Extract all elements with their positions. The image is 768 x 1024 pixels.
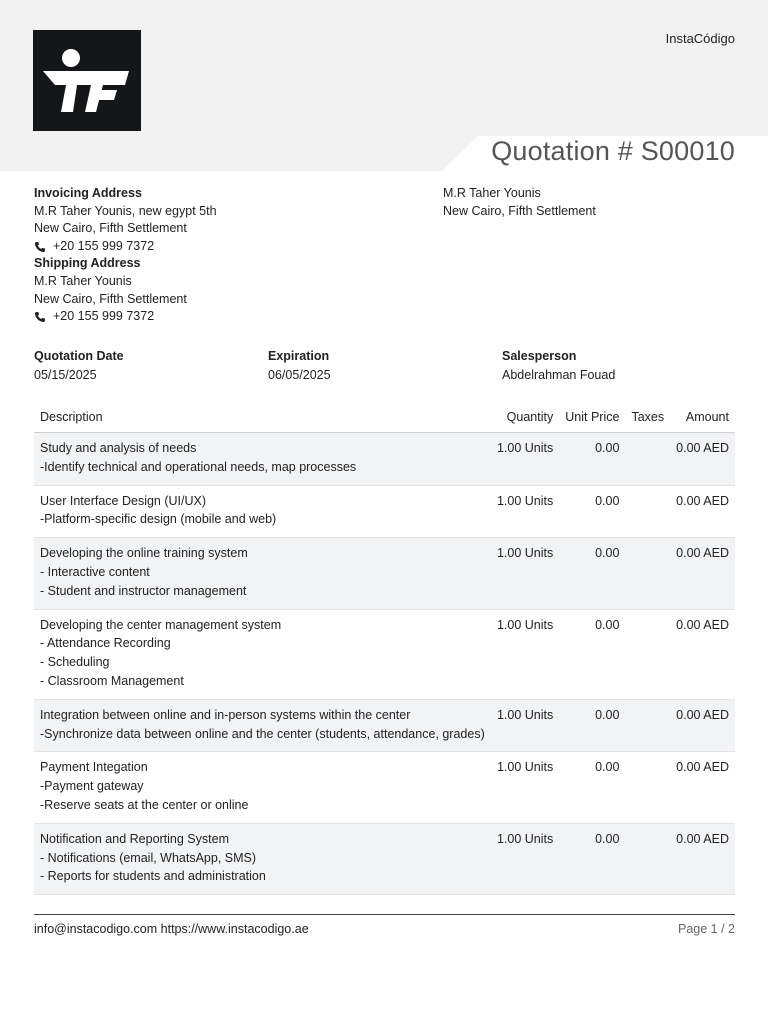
description-line: Developing the center management system [40,617,282,632]
invoicing-address-line2: New Cairo, Fifth Settlement [34,221,187,236]
row-unit-price: 0.00 [559,699,625,752]
description-line: - Notifications (email, WhatsApp, SMS) [40,850,257,865]
description-line: - Scheduling [40,655,110,670]
header-unit-price: Unit Price [559,404,625,433]
header-quantity: Quantity [491,404,559,433]
expiration-value: 06/05/2025 [268,368,331,382]
row-unit-price: 0.00 [559,538,625,609]
table-row [34,823,735,894]
description-line: -Platform-specific design (mobile and web) [40,512,277,527]
row-amount: 0.00 AED [670,538,735,609]
description-line: - Interactive content [40,564,150,579]
table-row [34,485,735,538]
quotation-date-value: 05/15/2025 [34,368,97,382]
description-line: Integration between online and in-person systems within the center [40,707,411,722]
row-quantity: 1.00 Units [491,609,559,699]
order-lines-table [34,404,735,895]
row-unit-price: 0.00 [559,752,625,823]
row-quantity: 1.00 Units [491,433,559,486]
salesperson-label: Salesperson [502,349,577,363]
addresses [34,185,414,326]
logo-icon [33,30,141,131]
description-line: -Reserve seats at the center or online [40,797,249,812]
header-taxes: Taxes [625,404,670,433]
row-taxes [625,609,670,699]
company-name: InstaCódigo [665,31,735,46]
row-amount: 0.00 AED [670,609,735,699]
partner-city: New Cairo, Fifth Settlement [443,203,596,218]
invoicing-phone: +20 155 999 7372 [53,238,155,253]
table-row [34,609,735,699]
row-amount: 0.00 AED [670,433,735,486]
row-quantity: 1.00 Units [491,752,559,823]
row-amount: 0.00 AED [670,752,735,823]
description-line: Payment Integation [40,760,148,775]
partner-address [443,185,596,220]
salesperson-block [502,347,615,385]
row-description [34,538,491,609]
row-taxes [625,485,670,538]
partner-name: M.R Taher Younis [443,186,541,200]
table-row [34,752,735,823]
invoicing-address-line1: M.R Taher Younis, new egypt 5th [34,203,217,218]
quotation-title: Quotation # S00010 [491,136,735,166]
invoicing-address-label: Invoicing Address [34,186,142,200]
row-description [34,699,491,752]
row-unit-price: 0.00 [559,609,625,699]
footer-contact: info@instacodigo.com https://www.instacodigo.ae [34,922,309,936]
description-line: - Student and instructor management [40,583,247,598]
description-line: Developing the online training system [40,546,248,561]
expiration-label: Expiration [268,349,330,363]
table-header-row [34,404,735,433]
description-line: -Payment gateway [40,779,144,794]
description-line: - Attendance Recording [40,636,171,651]
row-taxes [625,433,670,486]
shipping-phone: +20 155 999 7372 [53,309,155,324]
description-line: - Reports for students and administration [40,869,266,884]
description-line: -Synchronize data between online and the center (students, attendance, grades) [40,726,485,741]
header-amount: Amount [670,404,735,433]
header-description: Description [34,404,491,433]
description-line: Study and analysis of needs [40,441,197,455]
row-unit-price: 0.00 [559,485,625,538]
row-taxes [625,823,670,894]
shipping-address-line1: M.R Taher Younis [34,273,132,288]
description-line: User Interface Design (UI/UX) [40,493,207,508]
row-description [34,752,491,823]
row-taxes [625,699,670,752]
table-row [34,699,735,752]
description-line: -Identify technical and operational needs, map processes [40,459,357,474]
row-taxes [625,538,670,609]
row-quantity: 1.00 Units [491,823,559,894]
row-description [34,433,491,486]
row-quantity: 1.00 Units [491,485,559,538]
row-taxes [625,752,670,823]
phone-icon [34,241,46,253]
phone-icon [34,311,46,323]
row-amount: 0.00 AED [670,823,735,894]
table-row [34,433,735,486]
row-quantity: 1.00 Units [491,699,559,752]
invoicing-phone-row [34,238,414,256]
quotation-date-label: Quotation Date [34,349,124,363]
footer [34,914,735,936]
shipping-phone-row [34,308,414,326]
company-logo [33,30,141,131]
row-description [34,609,491,699]
row-quantity: 1.00 Units [491,538,559,609]
expiration-block [268,347,331,385]
table-body [34,433,735,895]
page-number: Page 1 / 2 [678,922,735,936]
row-description [34,485,491,538]
row-amount: 0.00 AED [670,485,735,538]
row-description [34,823,491,894]
salesperson-value: Abdelrahman Fouad [502,368,616,382]
row-amount: 0.00 AED [670,699,735,752]
shipping-address-line2: New Cairo, Fifth Settlement [34,291,187,306]
description-line: - Classroom Management [40,673,184,688]
quotation-date-block [34,347,124,385]
row-unit-price: 0.00 [559,433,625,486]
row-unit-price: 0.00 [559,823,625,894]
table-row [34,538,735,609]
shipping-address-label: Shipping Address [34,256,141,271]
description-line: Notification and Reporting System [40,831,229,846]
